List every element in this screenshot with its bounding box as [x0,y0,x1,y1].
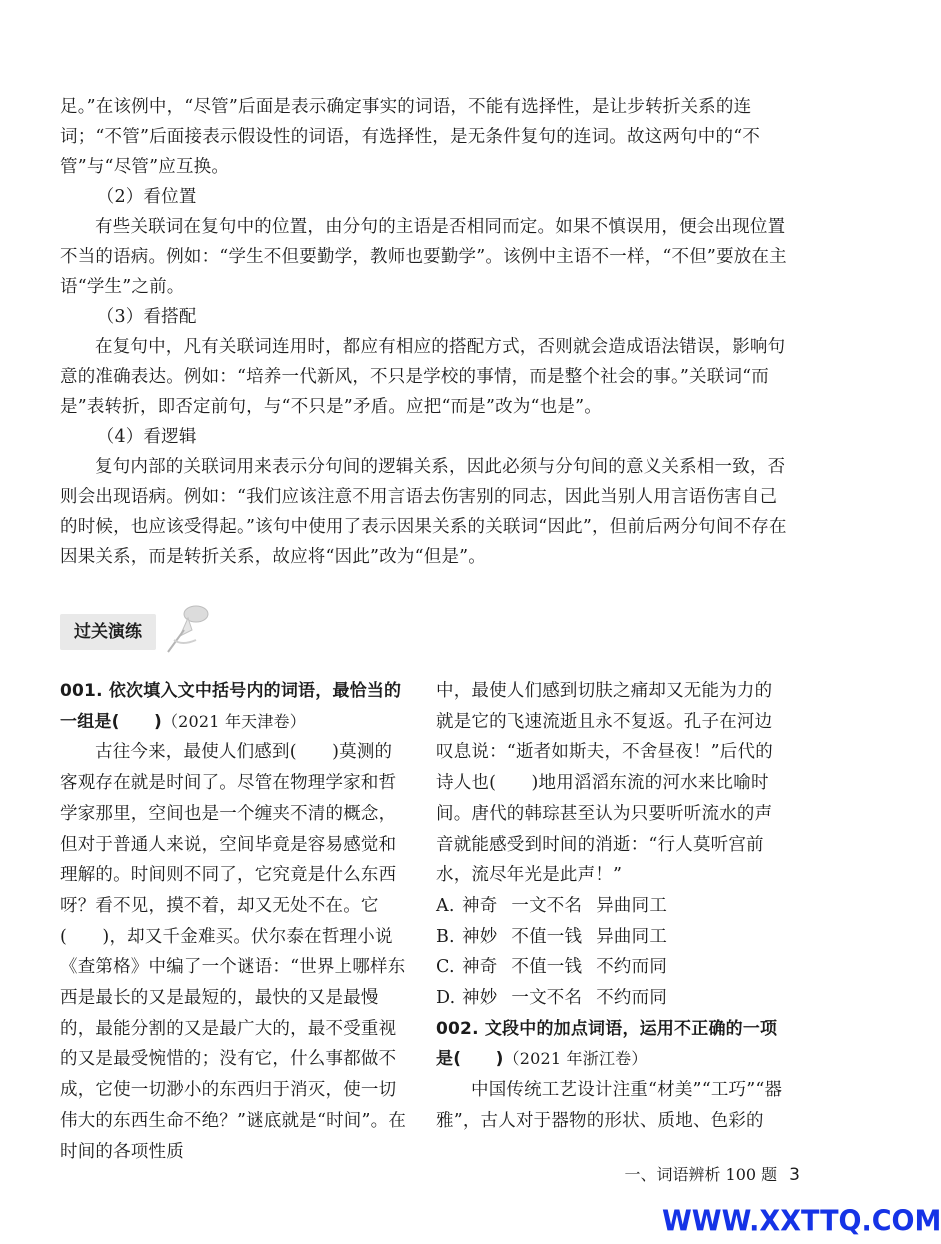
paragraph: 有些关联词在复句中的位置，由分句的主语是否相同而定。如果不慎误用，便会出现位置不当的语病。例如：“学生不但要勤学，教师也要勤学”。该例中主语不一样，“不但”要放在主语“学生”之前。 [60,217,787,297]
passage: 古往今来，最使人们感到( )莫测的客观存在就是时间了。尽管在物理学家和哲学家那里，空间也是一个缠夹不清的概念，但对于普通人来说，空间毕竟是容易感觉和理解的。时间则不同了，它究竟是什么东西呀？看不见，摸不着，却又无处不在。它( )，却又千金难买。伏尔泰在哲理小说《查第格》中编了一个谜语：“世界上哪样东西是最长的又是最短的，最快的又是最慢的，最能分割的又是最广大的，最不受重视的又是最受惋惜的；没有它，什么事都做不成，它使一切渺小的东西归于消灭，使一切伟大的东西生命不绝？”谜底就是“时间”。在时间的各项性质 [60,742,407,1162]
question-title: 001. 依次填入文中括号内的词语，最恰当的一组是( ) [60,681,402,732]
left-column [60,676,407,1167]
option-c[interactable]: C. 神奇 不值一钱 不约而同 [436,957,668,978]
pushpin-icon [152,600,222,660]
option-a[interactable]: A. 神奇 一文不名 异曲同工 [436,895,668,916]
subheading-position: （2）看位置 [96,187,197,207]
question-source: （2021 年浙江卷） [503,1049,648,1069]
watermark: WWW.XXTTQ.COM [662,1205,941,1238]
passage-continued: 中，最使人们感到切肤之痛却又无能为力的就是它的飞速流逝且永不复返。孔子在河边叹息说：“逝者如斯夫，不舍昼夜！”后代的诗人也( )地用滔滔东流的河水来比喻时间。唐代的韩琮甚至认为只要听听流水的声音就能感受到时间的消逝：“行人莫听宫前水，流尽年光是此声！” [436,681,773,886]
subheading-collocation: （3）看搭配 [96,307,197,327]
explanation-section [60,92,790,572]
page-number: 3 [789,1165,800,1185]
question-001 [60,676,407,737]
option-b[interactable]: B. 神妙 不值一钱 异曲同工 [436,926,668,947]
option-d[interactable]: D. 神妙 一文不名 不约而同 [436,988,668,1009]
page-footer [600,1162,800,1185]
question-002 [436,1014,783,1075]
chapter-label: 一、词语辨析 100 题 [624,1165,778,1184]
subheading-logic: （4）看逻辑 [96,427,197,447]
paragraph: 足。”在该例中，“尽管”后面是表示确定事实的词语，不能有选择性，是让步转折关系的连词；“不管”后面接表示假设性的词语，有选择性，是无条件复句的连词。故这两句中的“不管”与“尽管”应互换。 [60,97,761,177]
paragraph: 复句内部的关联词用来表示分句间的逻辑关系，因此必须与分句间的意义关系相一致，否则会出现语病。例如：“我们应该注意不用言语去伤害别的同志，因此当别人用言语伤害自己的时候，也应该受得起。”该句中使用了表示因果关系的关联词“因此”，但前后两分句间不存在因果关系，而是转折关系，故应将“因此”改为“但是”。 [60,457,787,567]
question-title: 002. 文段中的加点词语，运用不正确的一项是( ) [436,1018,778,1070]
section-title: 过关演练 [60,614,156,650]
paragraph: 在复句中，凡有关联词连用时，都应有相应的搭配方式，否则就会造成语法错误，影响句意的准确表达。例如：“培养一代新风，不只是学校的事情，而是整个社会的事。”关联词“而是”表转折，即否定前句，与“不只是”矛盾。应把“而是”改为“也是”。 [60,337,786,417]
passage: 中国传统工艺设计注重“材美”“工巧”“器雅”，古人对于器物的形状、质地、色彩的 [436,1080,783,1131]
right-column [436,676,783,1137]
question-source: （2021 年天津卷） [161,711,306,731]
